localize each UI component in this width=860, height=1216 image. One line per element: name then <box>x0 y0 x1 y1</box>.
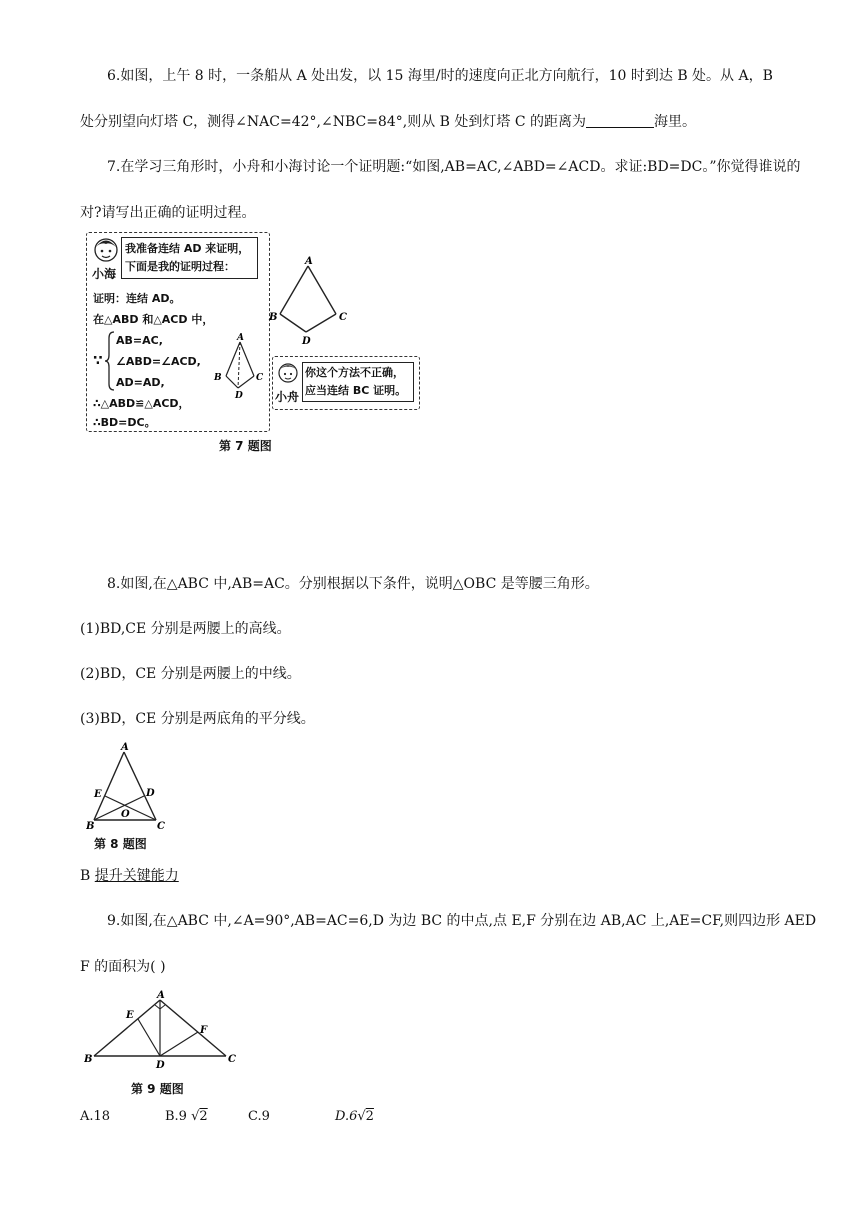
small-kite-label-d: D <box>235 391 243 401</box>
q8-label-e: E <box>94 789 102 800</box>
option-b[interactable] <box>165 1109 208 1124</box>
q8-label-d: D <box>146 788 155 799</box>
kite-label-b: B <box>269 312 278 323</box>
proof-brace <box>104 330 116 392</box>
option-a[interactable]: A.18 <box>80 1109 111 1124</box>
q8-label-a: A <box>121 742 129 753</box>
kite-figure <box>268 252 352 348</box>
q9-label-c: C <box>228 1054 236 1065</box>
xiaozhou-speech-line2: 应当连结 BC 证明。 <box>305 384 407 397</box>
q8-triangle-figure <box>86 740 170 832</box>
small-kite-figure <box>210 332 266 404</box>
q8-label-b: B <box>86 821 95 832</box>
q9-label-b: B <box>84 1054 93 1065</box>
answer-blank[interactable] <box>586 113 654 128</box>
proof-line-1: 证明：连结 AD。 <box>93 292 181 305</box>
option-d[interactable] <box>335 1109 374 1124</box>
proof-line-5: AD=AD, <box>116 376 165 389</box>
option-d-radicand: 2 <box>365 1109 374 1124</box>
q8-condition-1: (1)BD,CE 分别是两腰上的高线。 <box>80 621 291 637</box>
proof-line-2: 在△ABD 和△ACD 中， <box>93 313 214 326</box>
proof-because: ∵ <box>93 353 103 369</box>
proof-line-3: AB=AC, <box>116 334 163 347</box>
q9-label-e: E <box>126 1010 134 1021</box>
q6-line2 <box>80 112 696 132</box>
kite-label-a: A <box>305 256 313 267</box>
q8-stem: 8.如图,在△ABC 中,AB=AC。分别根据以下条件，说明△OBC 是等腰三角形。 <box>107 576 599 592</box>
xiaozhou-speech-line1: 你这个方法不正确， <box>305 366 404 379</box>
q6-line1: 6.如图，上午 8 时，一条船从 A 处出发，以 15 海里/时的速度向正北方向航行，10 时到达 B 处。从 A，B <box>107 68 773 84</box>
section-b-prefix: B <box>80 868 95 884</box>
q8-label-c: C <box>157 821 165 832</box>
option-d-coefficient: D.6 <box>335 1109 358 1124</box>
q7-line1: 7.在学习三角形时，小舟和小海讨论一个证明题:“如图,AB=AC,∠ABD=∠ACD。求证:BD=DC。”你觉得谁说的 <box>107 159 801 175</box>
q9-label-a: A <box>157 990 165 1001</box>
small-kite-label-a: A <box>237 333 244 343</box>
small-kite-label-c: C <box>256 373 264 383</box>
xiaozhou-name: 小舟 <box>275 390 300 404</box>
sqrt-icon: √ <box>357 1109 366 1124</box>
q7-figure-caption: 第 7 题图 <box>219 439 272 453</box>
xiaohai-speech-line2: 下面是我的证明过程： <box>125 260 235 273</box>
kite-label-d: D <box>302 336 311 347</box>
proof-line-4: ∠ABD=∠ACD, <box>116 355 201 368</box>
q6-line2-unit: 海里。 <box>654 114 696 130</box>
q8-label-o: O <box>121 809 130 820</box>
option-b-radicand: 2 <box>199 1109 208 1124</box>
q8-figure-caption: 第 8 题图 <box>94 837 147 851</box>
xiaohai-speech-line1: 我准备连结 AD 来证明， <box>125 242 250 255</box>
q9-triangle-figure <box>84 988 236 1074</box>
q9-label-d: D <box>156 1060 165 1071</box>
q7-line2: 对?请写出正确的证明过程。 <box>80 205 256 221</box>
q8-condition-2: (2)BD，CE 分别是两腰上的中线。 <box>80 666 301 682</box>
q9-figure-caption: 第 9 题图 <box>131 1082 184 1096</box>
proof-line-6: ∴△ABD≌△ACD， <box>93 397 190 410</box>
xiaohai-name: 小海 <box>92 267 117 281</box>
q9-label-f: F <box>200 1025 208 1036</box>
option-c[interactable]: C.9 <box>248 1109 270 1124</box>
proof-line-7: ∴BD=DC。 <box>93 416 156 429</box>
sqrt-icon: √ <box>191 1109 200 1124</box>
q9-line2: F 的面积为( ) <box>80 959 166 975</box>
kite-label-c: C <box>339 312 347 323</box>
option-b-coefficient: B.9 <box>165 1109 187 1124</box>
xiaozhou-avatar-icon <box>276 360 300 386</box>
q9-line1: 9.如图,在△ABC 中,∠A=90°,AB=AC=6,D 为边 BC 的中点,点 E,F 分别在边 AB,AC 上,AE=CF,则四边形 AED <box>107 913 817 929</box>
q8-condition-3: (3)BD，CE 分别是两底角的平分线。 <box>80 711 315 727</box>
section-b-title: 提升关键能力 <box>94 868 179 884</box>
section-b-heading <box>80 866 179 886</box>
small-kite-label-b: B <box>214 373 222 383</box>
q6-line2-text: 处分别望向灯塔 C，测得∠NAC=42°,∠NBC=84°,则从 B 处到灯塔 C 的距离为 <box>80 114 586 130</box>
xiaohai-avatar-icon <box>92 236 120 264</box>
